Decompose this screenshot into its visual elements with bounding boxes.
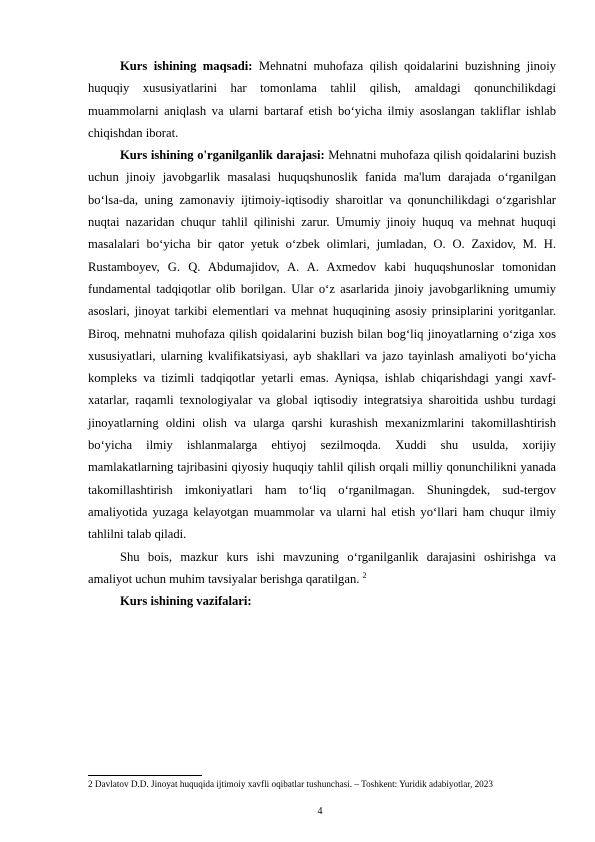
study-level-text: Mehnatni muhofaza qilish qoidalarini buzish uchun jinoiy javobgarlik masalasi huquqshunoslik fanida ma'lum darajada o‘rganilgan bo‘lsa-da, uning zamonaviy ijtimoiy-iqtisodiy sharoitlar va qonunchilikdagi o‘zgarishlar nuqtai nazaridan chuqur tahlil qilinishi zarur. Umumiy jinoiy huquq va mehnat huquqi masalalari bo‘yicha bir qator yetuk o‘zbek olimlari, jumladan, O. O. Zaxidov, M. H. Rustamboyev, G. Q. Abdumajidov, A. A. Axmedov kabi huquqshunoslar tomonidan fundamental tadqiqotlar olib borilgan. Ular o‘z asarlarida jinoiy javobgarlikning umumiy asoslari, jinoyat tarkibi elementlari va mehnat huquqining asosiy prinsiplarini yoritganlar. Biroq, mehnatni muhofaza qilish qoidalarini buzish bilan bog‘liq jinoyatlarning o‘ziga xos xususiyatlari, ularning kvalifikatsiyasi, ayb shakllari va jazo tayinlash amaliyoti bo‘yicha kompleks va tizimli tadqiqotlar yetarli emas. Ayniqsa, ishlab chiqarishdagi yangi xavf-xatarlar, raqamli texnologiyalar va global iqtisodiy integratsiya sharoitida ushbu turdagi jinoyatlarning oldini olish va ularga qarshi kurashish mexanizmlarini takomillashtirish bo‘yicha ilmiy ishlanmalarga ehtiyoj sezilmoqda. Xuddi shu usulda, xorijiy mamlakatlarning tajribasini qiyosiy huquqiy tahlil qilish orqali milliy qonunchilikni yanada takomillashtirish imkoniyatlari ham to‘liq o‘rganilmagan. Shuningdek, sud-tergov amaliyotida yuzaga kelayotgan muammolar va ularni hal etish yo‘llari ham chuqur ilmiy tahlilni talab qiladi.	[88, 148, 556, 542]
document-body	[88, 55, 556, 612]
paragraph-course-goal	[88, 55, 556, 144]
footnote-divider	[88, 775, 202, 776]
conclusion-text: Shu bois, mazkur kurs ishi mavzuning o‘rganilganlik darajasini oshirishga va amaliyot uchun muhim tavsiyalar berishga qaratilgan.	[88, 549, 556, 586]
paragraph-study-level	[88, 144, 556, 545]
page-number: 4	[317, 806, 323, 817]
paragraph-conclusion	[88, 546, 556, 591]
course-goal-heading: Kurs ishining maqsadi:	[120, 59, 253, 73]
study-level-heading: Kurs ishining o'rganilganlik darajasi:	[120, 148, 325, 163]
footnote-reference: 2	[362, 570, 367, 580]
course-goal-text: Mehnatni muhofaza qilish qoidalarini buzishning jinoiy huquqiy xususiyatlarini har tomonlama tahlil qilish, amaldagi qonunchilikdagi muammolarni aniqlash va ularni bartaraf etish bo‘yicha ilmiy asoslangan takliflar ishlab chiqishdan iborat.	[88, 59, 556, 140]
course-tasks-heading: Kurs ishining vazifalari:	[120, 594, 252, 609]
footnote-text: 2 Davlatov D.D. Jinoyat huquqida ijtimoiy xavfli oqibatlar tushunchasi. – Toshkent: Yuridik adabiyotlar, 2023	[88, 779, 493, 789]
